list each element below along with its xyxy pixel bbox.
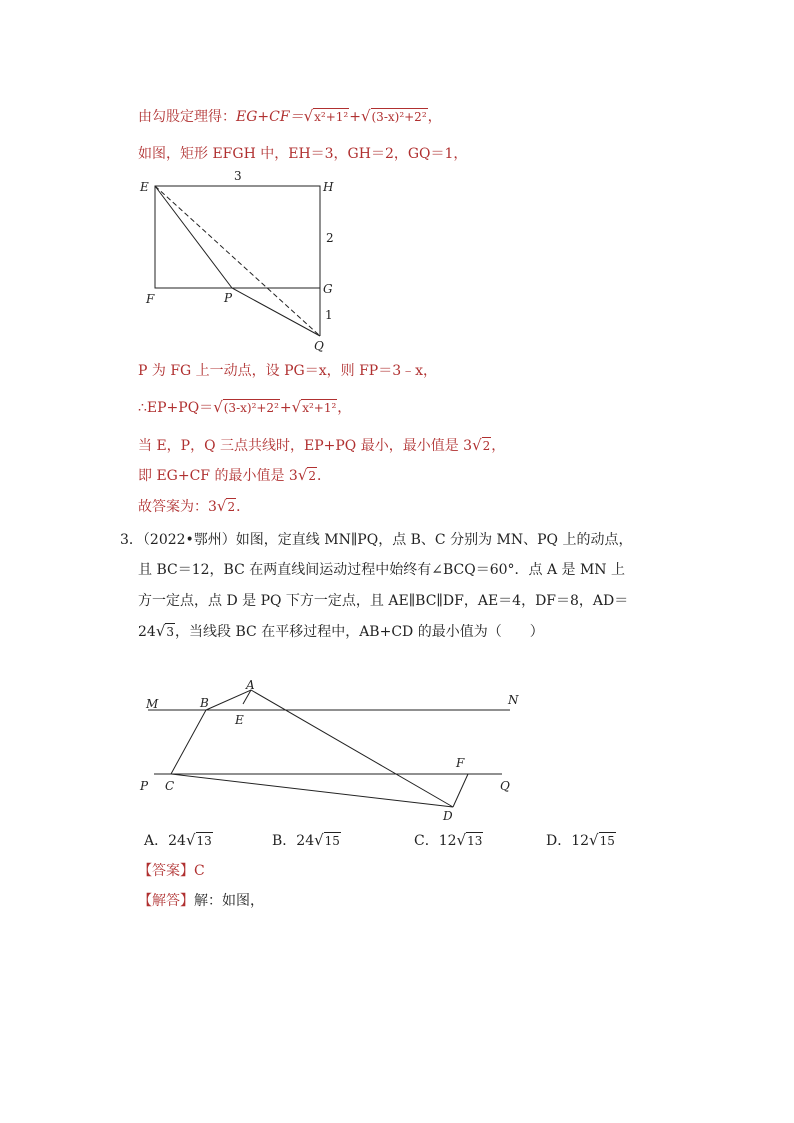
label-n: N <box>508 693 519 707</box>
analysis-label: 【解答】 <box>138 893 194 909</box>
radicand: 2 <box>308 469 317 483</box>
analysis-text: 解：如图， <box>194 893 264 909</box>
text: 由勾股定理得： <box>138 109 236 125</box>
radical-sign: √ <box>216 497 227 515</box>
radical-sign: √ <box>303 107 314 125</box>
label-p: P <box>224 291 233 305</box>
dashed-eq <box>155 186 320 336</box>
answer-value: C <box>194 863 205 879</box>
radicand: 3 <box>166 625 175 639</box>
plus: + <box>279 400 292 416</box>
segment-df <box>453 774 468 807</box>
punct: ， <box>491 438 506 454</box>
radicand: 15 <box>599 834 615 848</box>
radicand: (3-x)²+2² <box>371 110 427 124</box>
question3-line-4 <box>138 621 544 642</box>
radicand: 13 <box>467 834 483 848</box>
radical-sign: √ <box>291 398 302 416</box>
text: 即 EG+CF 的最小值是 3 <box>138 468 298 484</box>
figure-parallel-lines <box>134 672 534 832</box>
label-q2: Q <box>500 779 510 793</box>
punct: ， <box>337 400 352 416</box>
label-right-2: 2 <box>326 231 334 245</box>
punct: ． <box>317 468 332 484</box>
label-d: D <box>443 809 453 823</box>
radicand: 2 <box>482 439 491 453</box>
choice-b[interactable] <box>272 830 341 851</box>
label-p2: P <box>140 779 149 793</box>
choice-label: B．24 <box>272 833 315 849</box>
label-m: M <box>146 697 159 711</box>
expr: EG+CF＝ <box>236 109 304 125</box>
text: ，当线段 BC 在平移过程中，AB+CD 的最小值为（ ） <box>175 624 544 640</box>
label-a: A <box>246 678 255 692</box>
label-bottom-1: 1 <box>325 308 333 322</box>
choice-label: C．12 <box>414 833 457 849</box>
answer-label: 【答案】 <box>138 863 194 879</box>
radicand: x²+1² <box>302 401 337 415</box>
radical-sign: √ <box>472 436 482 454</box>
figure-rectangle-efgh <box>134 168 374 353</box>
plus: + <box>349 109 361 125</box>
choice-label: D．12 <box>546 833 590 849</box>
rectangle <box>155 186 320 288</box>
radical-sign: √ <box>213 398 223 416</box>
radical-sign: √ <box>456 831 467 849</box>
text: 故答案为：3 <box>138 499 217 515</box>
text: 当 E，P，Q 三点共线时，EP+PQ 最小，最小值是 3 <box>138 438 473 454</box>
punct: ． <box>236 499 251 515</box>
radical-sign: √ <box>589 831 599 849</box>
label-b: B <box>200 696 209 710</box>
label-h: H <box>323 180 334 194</box>
choice-d[interactable] <box>546 830 616 851</box>
radicand: x²+1² <box>314 110 349 124</box>
label-f2: F <box>456 756 465 770</box>
choice-label: A．24 <box>144 833 186 849</box>
text: 24 <box>138 624 156 640</box>
choice-a[interactable] <box>144 830 213 851</box>
choice-c[interactable] <box>414 830 483 851</box>
question3-line-2: 且 BC＝12，BC 在两直线间运动过程中始终有∠BCQ＝60°．点 A 是 MN 上 <box>138 562 626 578</box>
quadrilateral-bacd <box>171 690 453 807</box>
solution-line-7 <box>138 496 250 517</box>
label-c: C <box>165 779 175 793</box>
radical-sign: √ <box>155 622 166 640</box>
question3-line-1: 3．（2022•鄂州）如图，定直线 MN∥PQ，点 B、C 分别为 MN、PQ 上的动点， <box>120 532 633 548</box>
question3-line-3: 方一定点，点 D 是 PQ 下方一定点，且 AE∥BC∥DF，AE＝4，DF＝8，AD＝ <box>138 593 629 609</box>
solution-line-4 <box>138 397 351 418</box>
label-top-3: 3 <box>234 169 242 183</box>
radical-sign: √ <box>314 831 324 849</box>
radical-sign: √ <box>360 107 371 125</box>
solution-line-1 <box>138 106 442 127</box>
solution-line-6 <box>138 465 331 486</box>
label-g: G <box>323 282 333 296</box>
label-e2: E <box>235 713 244 727</box>
radical-sign: √ <box>185 831 196 849</box>
answer-line <box>138 861 205 881</box>
text: ∴EP+PQ＝ <box>138 400 214 416</box>
analysis-line <box>138 891 264 911</box>
solution-line-2: 如图，矩形 EFGH 中，EH＝3，GH＝2，GQ＝1， <box>138 146 468 162</box>
label-q: Q <box>314 339 324 353</box>
radical-sign: √ <box>297 466 308 484</box>
punct: ， <box>427 109 442 125</box>
label-f: F <box>146 292 155 306</box>
radicand: 13 <box>196 834 212 848</box>
radicand: 15 <box>324 834 340 848</box>
solution-line-3: P 为 FG 上一动点，设 PG＝x，则 FP＝3﹣x， <box>138 363 438 379</box>
radicand: 2 <box>227 500 236 514</box>
label-e: E <box>140 180 149 194</box>
radicand: (3-x)²+2² <box>223 401 279 415</box>
solution-line-5 <box>138 435 505 456</box>
